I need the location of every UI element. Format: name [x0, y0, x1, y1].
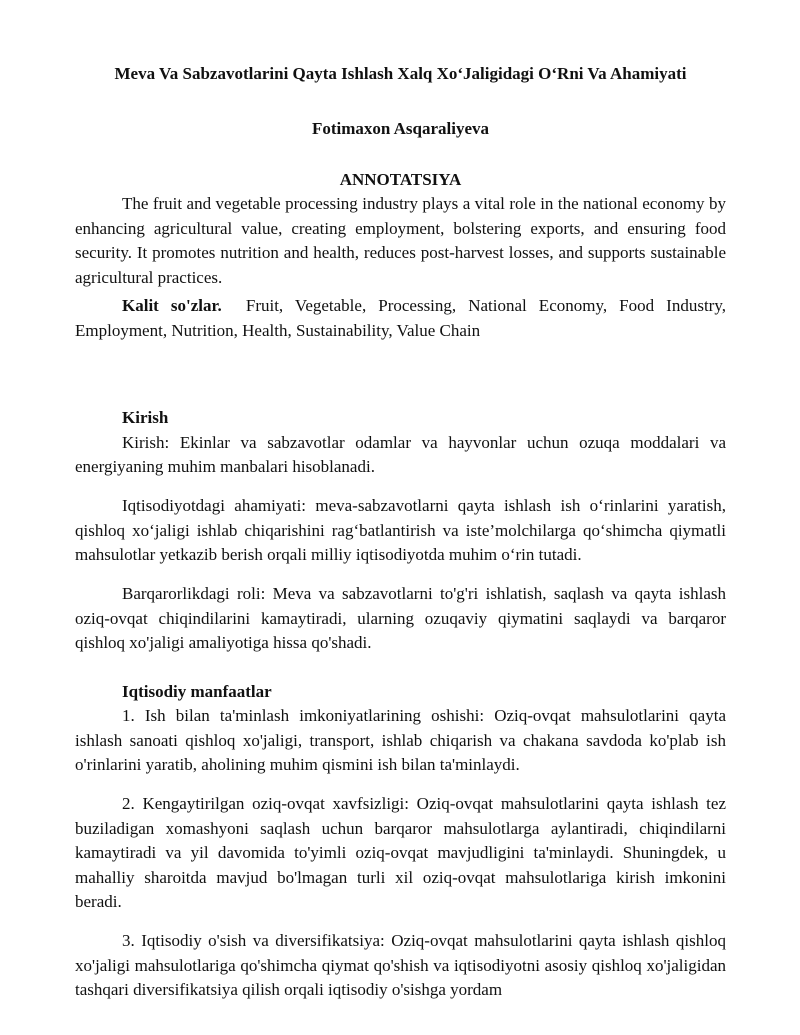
economic-paragraph: 2. Kengaytirilgan oziq-ovqat xavfsizligi: Oziq-ovqat mahsulotlarini qayta ishlash tez buziladigan xomashyoni saqlash uchun barqaror mahsulotlarga aylantiradi, chiqindilarni kamaytiradi va yil davomida to'yimli oziq-ovqat mavjudligini ta'minlaydi. Shuningdek, u mahalliy sharoitda mavjud bo'lmagan turli xil oziq-ovqat mahsulotlariga kirish imkonini beradi. — [75, 794, 726, 911]
economic-paragraph: 1. Ish bilan ta'minlash imkoniyatlarining oshishi: Oziq-ovqat mahsulotlarini qayta ishlash sanoati qishloq xo'jaligi, transport, ishlab chiqarish va chakana savdoda ko'plab ish o'rinlarini yaratib, aholining muhim qismini ish bilan ta'minlaydi. — [75, 706, 726, 774]
annotation-text: The fruit and vegetable processing industry plays a vital role in the national economy by enhancing agricultural value, creating employment, bolstering exports, and ensuring food security. It promotes nutrition and health, reduces post-harvest losses, and supports sustainable agricultural practices. — [75, 194, 726, 287]
annotation-heading: ANNOTATSIYA — [339, 170, 462, 189]
intro-paragraph: Iqtisodiyotdagi ahamiyati: meva-sabzavotlarni qayta ishlash ish o‘rinlarini yaratish, qishloq xo‘jaligi ishlab chiqarishini rag‘batlantirish va iste’molchilarga qo‘shimcha qiymatli mahsulotlar yetkazib berish orqali milliy iqtisodiyotda muhim o‘rin tutadi. — [75, 496, 726, 564]
intro-paragraph: Barqarorlikdagi roli: Meva va sabzavotlarni to'g'ri ishlatish, saqlash va qayta ishlash oziq-ovqat chiqindilarini kamaytiradi, ularning ozuqaviy qiymatini saqlaydi va barqaror qishloq xo'jaligi amaliyotiga hissa qo'shadi. — [75, 584, 726, 652]
section-heading-intro: Kirish — [122, 408, 169, 427]
intro-paragraph: Kirish: Ekinlar va sabzavotlar odamlar va hayvonlar uchun ozuqa moddalari va energiyaning muhim manbalari hisoblanadi. — [75, 432, 726, 476]
paper-title: Meva Va Sabzavotlarini Qayta Ishlash Xalq Xo‘Jaligidagi O‘Rni Va Ahamiyati — [114, 64, 687, 83]
economic-paragraph: 3. Iqtisodiy o'sish va diversifikatsiya: Oziq-ovqat mahsulotlarini qayta ishlash qishloq xo'jaligi mahsulotlariga qo'shimcha qiymat qo'shish va iqtisodiyotni asosiy qishloq xo'jaligidan tashqari diversifikatsiya qilish orqali iqtisodiy o'sishga yordam — [75, 931, 726, 999]
section-heading-economic: Iqtisodiy manfaatlar — [122, 681, 272, 701]
keywords-label: Kalit so'zlar. — [122, 296, 222, 315]
author-name: Fotimaxon Asqaraliyeva — [311, 119, 490, 138]
keywords-paragraph — [75, 294, 726, 343]
keywords-text: Fruit, Vegetable, Processing, National Economy, Food Industry, Employment, Nutrition, Health, Sustainability, Value Chain — [75, 296, 726, 340]
document-page — [75, 62, 726, 1003]
